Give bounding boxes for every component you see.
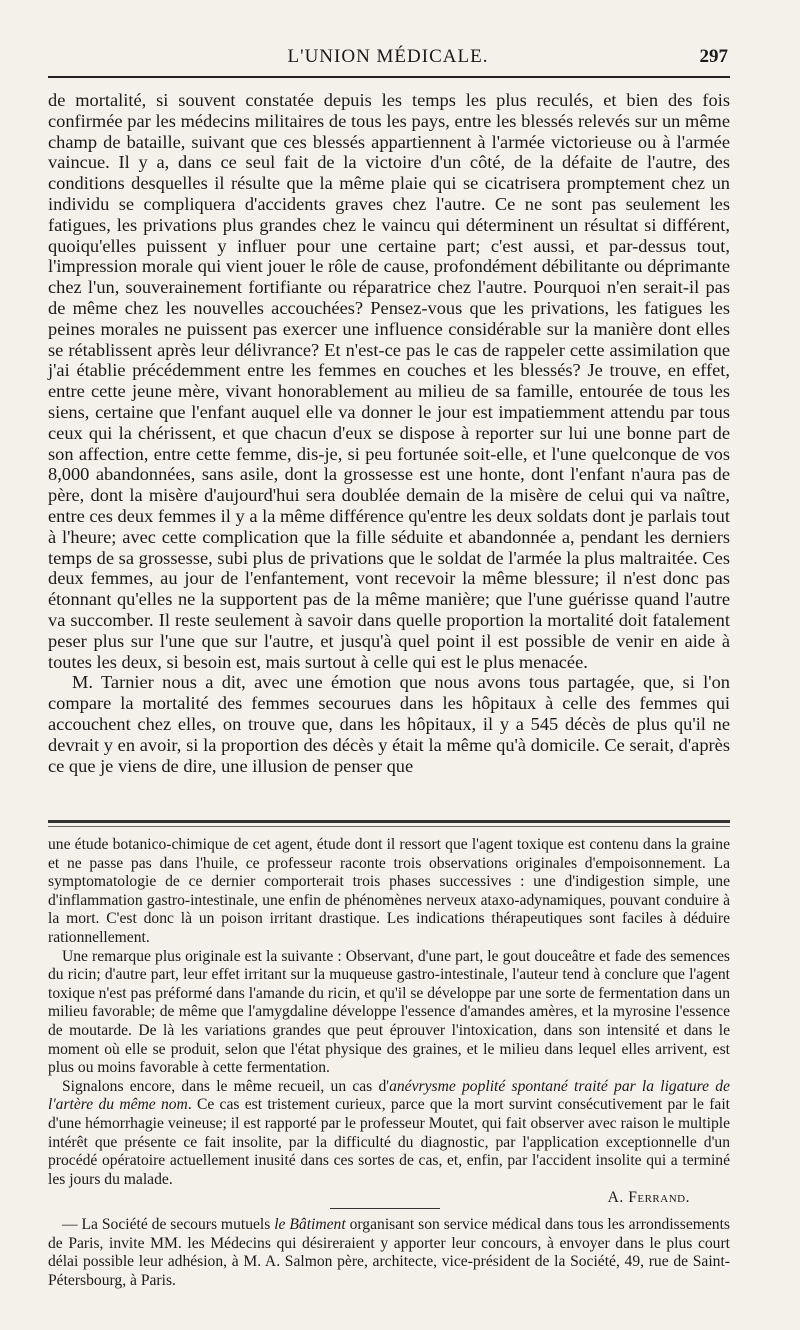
feuilleton-rule	[48, 820, 730, 823]
note-paragraph-3-italic: anévrysme poplité spontané traité par la ligature de l'artère du même nom	[48, 1077, 730, 1114]
feuilleton-text	[48, 836, 730, 1208]
notice-start: — La Société de secours mutuels	[62, 1216, 275, 1233]
note-paragraph-2: Une remarque plus originale est la suivante : Observant, d'une part, le gout douceâtre et fade des semences du ricin; d'autre part, leur effet irritant sur la muqueuse gastro-intestinale, l'auteur tend à conclure que l'agent toxique n'est pas préformé dans l'amande du ricin, et qu'il se développe par une sorte de fermentation dans un milieu favorable; de même que l'amygdaline développe l'essence d'amandes amères, et la myrosine l'essence de moutarde. De là les variations grandes que peut éprouver l'intoxication, dans son intensité et dans le moment où elle se produit, selon que l'état physique des graines, et le milieu dans lequel elles arrivent, est plus ou moins favorable à cette fermentation.	[48, 947, 730, 1077]
notice-end: organisant son service médical dans tous les arrondissements de Paris, invite MM. les Médecins qui désireraient y apporter leur concours, à envoyer dans le plus court délai possible leur adhésion, à M. A. Salmon père, architecte, vice-président de la Société, 49, rue de Saint-Pétersbourg, à Paris.	[48, 1216, 730, 1289]
note-paragraph-3	[48, 1078, 730, 1190]
header-rule	[48, 76, 730, 78]
main-article-text	[48, 90, 730, 776]
feuilleton-rule-thin	[48, 826, 730, 827]
note-paragraph-1: une étude botanico-chimique de cet agent, étude dont il ressort que l'agent toxique est contenu dans la graine et ne passe pas dans l'huile, ce professeur raconte trois observations originales d'empoisonnement. La symptomatologie de ce dernier comporterait trois phases successives : une d'indigestion simple, une d'inflammation gastro-intestinale, une enfin de phénomènes nerveux ataxo-adynamiques, pouvant conduire à la mort. C'est donc là un poison irritant drastique. Les indications thérapeutiques sont faciles à déduire rationnellement.	[48, 836, 730, 946]
body-paragraph-1: de mortalité, si souvent constatée depuis les temps les plus reculés, et bien des fois confirmée par les médecins militaires de tous les pays, entre les blessés relevés sur un même champ de bataille, suivant que ces blessés appartiennent à l'armée victorieuse ou à l'armée vaincue. Il y a, dans ce seul fait de la victoire d'un côté, de la défaite de l'autre, des conditions desquelles il résulte que la même plaie qui se cicatrisera promptement chez un individu se compliquera d'accidents graves chez l'autre. Ce ne sont pas seulement les fatigues, les privations plus grandes chez le vaincu qui déterminent un résultat si différent, quoiqu'elles puissent y influer pour une certaine part; c'est aussi, et par-dessus tout, l'impression morale qui vient jouer le rôle de cause, profondément débilitante ou déprimante chez l'un, souverainement fortifiante ou réparatrice chez l'autre. Pourquoi n'en serait-il pas de même chez les nouvelles accouchées? Pensez-vous que les privations, les fatigues les peines morales ne puissent pas exercer une influence considérable sur la manière dont elles se rétablissent après leur délivrance? Et n'est-ce pas le cas de rappeler cette assimilation que j'ai établie précédemment entre les femmes en couches et les blessés? Je trouve, en effet, entre cette jeune mère, vivant honorablement au milieu de sa famille, entourée de tous les siens, certaine que l'enfant auquel elle va donner le jour est impatiemment attendu par tous ceux qui la chérissent, et que chacun d'eux se dispose à reporter sur lui une bonne part de son affection, entre cette femme, dis-je, si peu fortunée soit-elle, et l'une quelconque de vos 8,000 abandonnées, sans asile, dont la grossesse est une honte, dont l'enfant n'aura pas de père, dont la misère d'aujourd'hui sera doublée demain de la misère de celui qui va naître, entre ces deux femmes il y a la même différence qu'entre les deux soldats dont je parlais tout à l'heure; avec cette complication que la fille séduite et abandonnée a, pendant les derniers temps de sa grossesse, subi plus de privations que le soldat de l'armée la plus maltraitée. Ces deux femmes, au jour de l'enfantement, vont recevoir la même blessure; il n'est donc pas étonnant qu'elles ne la supportent pas de la même manière; que l'une guérisse quand l'autre va succomber. Il reste seulement à savoir dans quelle proportion la mortalité doit fatalement peser plus sur l'une que sur l'autre, et jusqu'à quel point il est possible de venir en aide à toutes les deux, si besoin est, mais surtout à celle qui est le plus menacée.	[48, 90, 730, 672]
running-title: L'UNION MÉDICALE.	[287, 46, 489, 67]
notice-separator	[330, 1208, 440, 1209]
page-header	[48, 46, 728, 72]
author-signature: A. Ferrand.	[607, 1189, 690, 1207]
society-notice	[48, 1216, 730, 1290]
note-paragraph-3-end: . Ce cas est tristement curieux, parce que la mort survint consécutivement par le fait d'une hémorrhagie veineuse; il est rapporté par le professeur Moutet, qui fait observer avec raison le multiple intérêt que présente ce fait insolite, par la difficulté du diagnostic, par l'application exceptionnelle d'un procédé opératoire actuellement inusité dans ces sortes de cas, et, enfin, par l'accident insolite qui a terminé les jours du malade.	[48, 1096, 730, 1188]
notice-italic: le Bâtiment	[274, 1216, 346, 1233]
page-number: 297	[699, 46, 728, 67]
note-paragraph-3-start: Signalons encore, dans le même recueil, un cas d'	[62, 1077, 390, 1095]
body-paragraph-2: M. Tarnier nous a dit, avec une émotion que nous avons tous partagée, que, si l'on compare la mortalité des femmes secourues dans les hôpitaux à celle des femmes qui accouchent chez elles, on trouve que, dans les hôpitaux, il y a 545 décès de plus qu'il ne devrait y en avoir, si la proportion des décès y était la même qu'à domicile. Ce serait, d'après ce que je viens de dire, une illusion de penser que	[48, 672, 730, 776]
